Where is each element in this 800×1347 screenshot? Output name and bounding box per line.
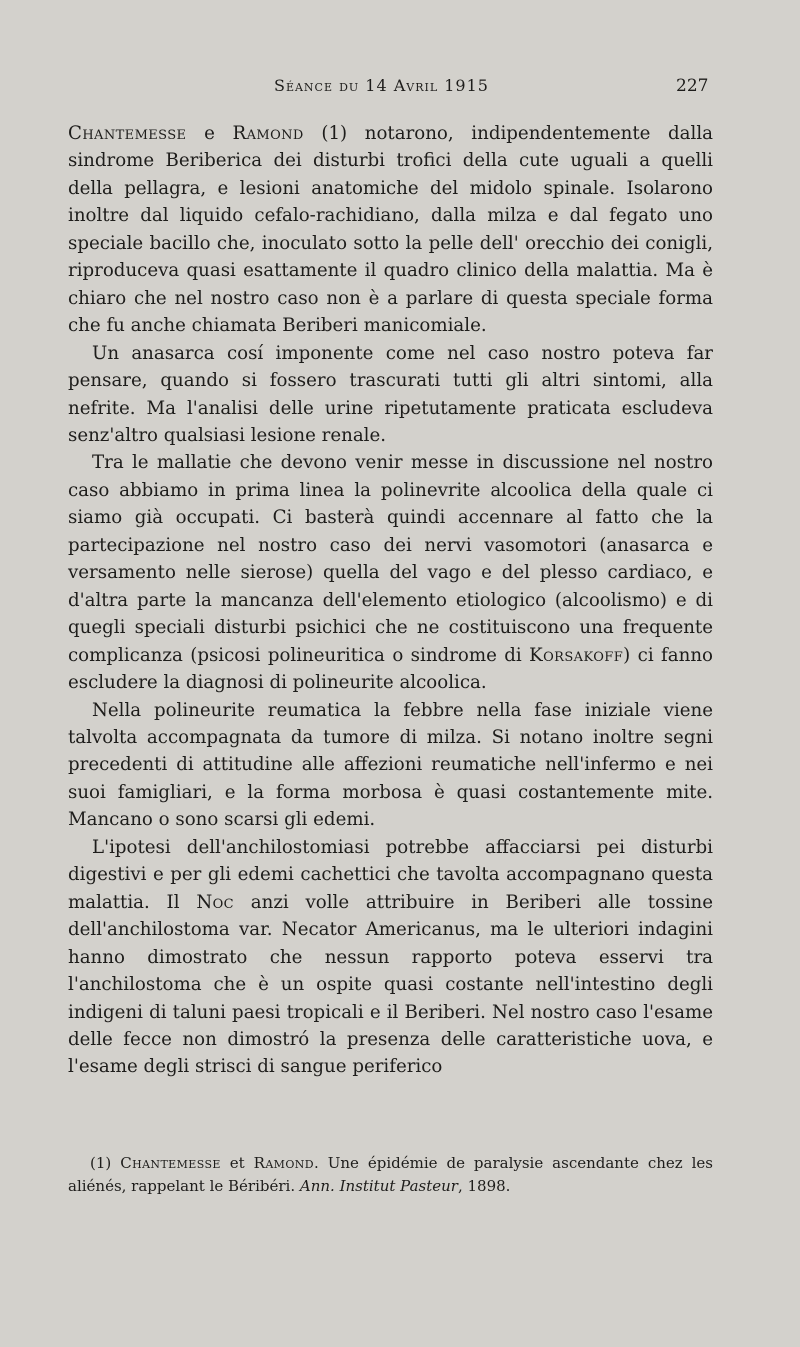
footnote-marker: (1): [90, 1154, 121, 1172]
text-run: e: [186, 123, 233, 144]
text-run: et: [220, 1154, 254, 1172]
paragraph-5: [68, 834, 713, 1081]
text-run: anzi volle attribuire in Beriberi alle tossine dell'anchilostoma var. Necator Americanus, ma le ulteriori indagini hanno dimostrato che nessun rapporto poteva esservi tra l'anchilostoma che è un ospite quasi costante nell'intestino degli indigeni di taluni paesi tropicali e il Beriberi. Nel nostro caso l'esame delle fecce non dimostró la presenza delle caratteristiche uova, e l'esame degli strisci di sangue periferico: [68, 891, 713, 1078]
footnote: [68, 1152, 713, 1198]
text-run: Tra le mallatie che devono venir messe in discussione nel nostro caso abbiamo in prima linea la polinevrite alcoolica della quale ci siamo già occupati. Ci basterà quindi accennare al fatto che la partecipazione nel nostro caso dei nervi vasomotori (anasarca e versamento nelle sierose) quella del vago e del plesso cardiaco, e d'altra parte la mancanza dell'elemento etiologico (alcoolismo) e di quegli speciali disturbi psichici che ne costituiscono una frequente complicanza (psicosi polineuritica o sindrome di: [68, 452, 713, 666]
text-run: (1) notarono, indipendentemente dalla sindrome Beriberica dei disturbi trofici della cute uguali a quelli della pellagra, e lesioni anatomiche del midolo spinale. Isolarono inoltre dal liquido cefalo-rachidiano, dalla milza e dal fegato uno speciale bacillo che, inoculato sotto la pelle dell' orecchio dei conigli, riproduceva quasi esattamente il quadro clinico della malattia. Ma è chiaro che nel nostro caso non è a parlare di questa speciale forma che fu anche chiamata Beriberi manicomiale.: [68, 123, 713, 337]
author-name: Chantemesse: [68, 123, 187, 144]
text-run: . Une épidémie de paralysie ascendante chez les aliénés, rappelant le Béribéri.: [68, 1154, 713, 1195]
footnote-text: [68, 1152, 713, 1198]
page-number: 227: [676, 76, 709, 96]
paragraph-3: [68, 449, 713, 696]
text-run: , 1898.: [457, 1177, 511, 1195]
author-name: Ramond: [232, 123, 304, 144]
text-run: ) ci fanno escludere la diagnosi di polineurite alcoolica.: [68, 644, 713, 694]
body-text: [68, 120, 713, 1081]
author-name: Noc: [196, 891, 235, 913]
paragraph-2: Un anasarca cosí imponente come nel caso nostro poteva far pensare, quando si fossero trascurati tutti gli altri sintomi, alla nefrite. Ma l'analisi delle urine ripetutamente praticata escludeva senz'altro qualsiasi lesione renale.: [68, 342, 713, 446]
author-name: Korsakoff: [529, 644, 624, 666]
paragraph-1: [68, 120, 713, 340]
journal-title: Ann. Institut Pasteur: [299, 1177, 458, 1195]
paragraph-4: Nella polineurite reumatica la febbre nella fase iniziale viene talvolta accompagnata da tumore di milza. Si notano inoltre segni precedenti di attitudine alle affezioni reumatiche nell'infermo e nei suoi famigliari, e la forma morbosa è quasi costantemente mite. Mancano o sono scarsi gli edemi.: [68, 699, 713, 831]
running-title: Séance du 14 Avril 1915: [274, 76, 489, 95]
author-name: Chantemesse: [120, 1154, 221, 1172]
page-header: [0, 76, 800, 100]
author-name: Ramond: [253, 1154, 315, 1172]
text-run: L'ipotesi dell'anchilostomiasi potrebbe affacciarsi pei disturbi digestivi e per gli edemi cachettici che tavolta accompagnano questa malattia. Il: [68, 836, 713, 913]
